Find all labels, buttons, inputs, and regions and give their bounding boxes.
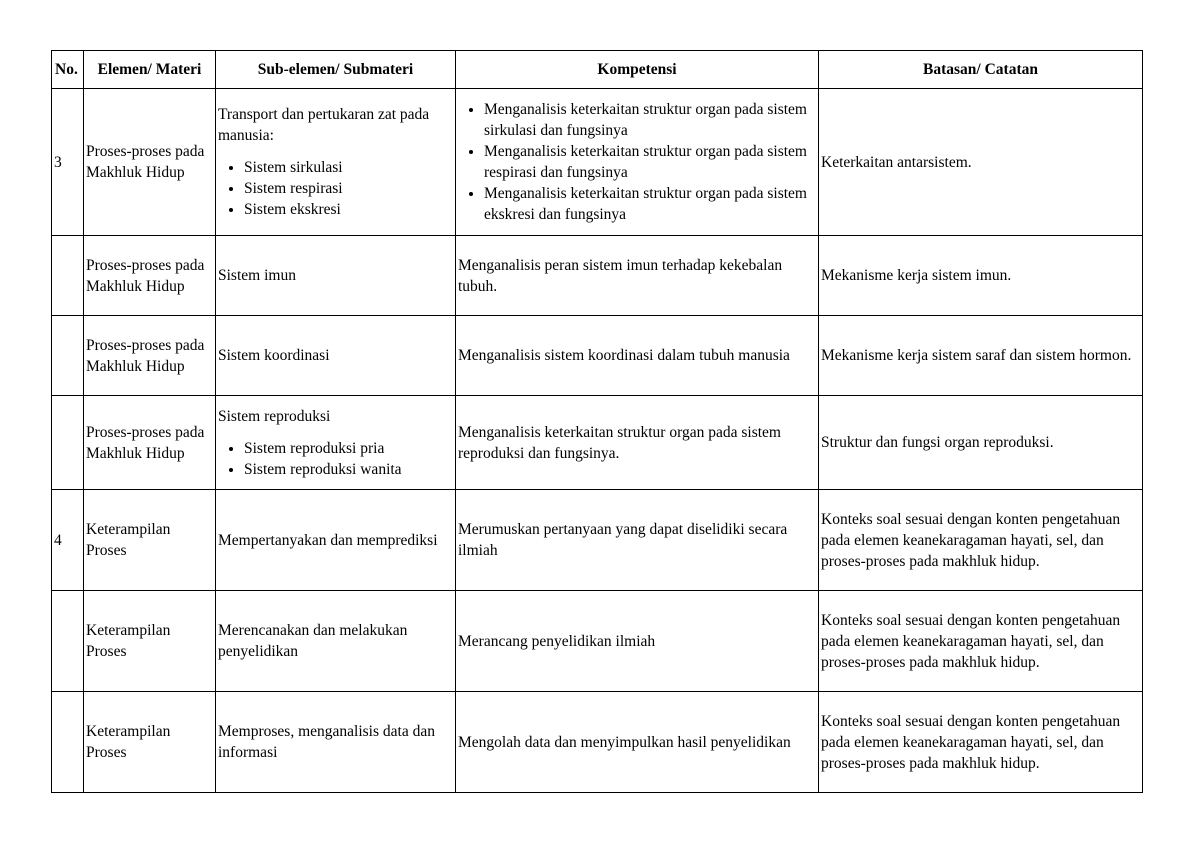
header-elemen: Elemen/ Materi — [84, 51, 216, 89]
batasan-cell: Konteks soal sesuai dengan konten pengetahuan pada elemen keanekaragaman hayati, sel, dan proses-proses pada makhluk hidup. — [819, 490, 1143, 591]
header-batasan: Batasan/ Catatan — [819, 51, 1143, 89]
sub-elemen-intro: Sistem reproduksi — [218, 407, 331, 425]
elemen-cell: Proses-proses pada Makhluk Hidup — [84, 316, 216, 396]
elemen-cell: Proses-proses pada Makhluk Hidup — [84, 236, 216, 316]
sub-elemen-list — [218, 157, 453, 220]
sub-elemen-cell: Memproses, menganalisis data dan informasi — [216, 692, 456, 793]
list-item: • Menganalisis keterkaitan struktur organ pada sistem sirkulasi dan fungsinya — [484, 99, 816, 141]
sub-elemen-cell: Merencanakan dan melakukan penyelidikan — [216, 591, 456, 692]
row-number — [52, 396, 84, 490]
kompetensi-cell: Menganalisis sistem koordinasi dalam tubuh manusia — [456, 316, 819, 396]
table-row — [52, 89, 1143, 236]
sub-elemen-cell: Sistem koordinasi — [216, 316, 456, 396]
sub-elemen-intro: Transport dan pertukaran zat pada manusia: — [218, 106, 430, 144]
table-row — [52, 236, 1143, 316]
sub-elemen-list — [218, 438, 453, 480]
sub-elemen-cell: Sistem imun — [216, 236, 456, 316]
header-row — [52, 51, 1143, 89]
sub-elemen-cell — [216, 89, 456, 236]
header-kompetensi: Kompetensi — [456, 51, 819, 89]
batasan-cell: Konteks soal sesuai dengan konten pengetahuan pada elemen keanekaragaman hayati, sel, dan proses-proses pada makhluk hidup. — [819, 591, 1143, 692]
kompetensi-cell: Mengolah data dan menyimpulkan hasil penyelidikan — [456, 692, 819, 793]
elemen-cell: Proses-proses pada Makhluk Hidup — [84, 396, 216, 490]
batasan-cell: Konteks soal sesuai dengan konten pengetahuan pada elemen keanekaragaman hayati, sel, dan proses-proses pada makhluk hidup. — [819, 692, 1143, 793]
elemen-cell: Keterampilan Proses — [84, 591, 216, 692]
elemen-cell: Keterampilan Proses — [84, 490, 216, 591]
list-item: • Sistem reproduksi pria — [244, 438, 453, 459]
list-item: • Sistem respirasi — [244, 178, 453, 199]
kompetensi-cell: Menganalisis peran sistem imun terhadap kekebalan tubuh. — [456, 236, 819, 316]
list-item: • Sistem ekskresi — [244, 199, 453, 220]
row-number — [52, 236, 84, 316]
batasan-cell: Struktur dan fungsi organ reproduksi. — [819, 396, 1143, 490]
table-row — [52, 490, 1143, 591]
batasan-cell: Mekanisme kerja sistem saraf dan sistem hormon. — [819, 316, 1143, 396]
header-sub-elemen: Sub-elemen/ Submateri — [216, 51, 456, 89]
list-item: • Menganalisis keterkaitan struktur organ pada sistem respirasi dan fungsinya — [484, 141, 816, 183]
list-item: • Sistem sirkulasi — [244, 157, 453, 178]
kompetensi-cell: Merancang penyelidikan ilmiah — [456, 591, 819, 692]
kompetensi-list — [458, 99, 816, 225]
list-item: • Menganalisis keterkaitan struktur organ pada sistem ekskresi dan fungsinya — [484, 183, 816, 225]
table-row — [52, 316, 1143, 396]
sub-elemen-cell — [216, 396, 456, 490]
batasan-cell: Mekanisme kerja sistem imun. — [819, 236, 1143, 316]
kompetensi-cell: Merumuskan pertanyaan yang dapat diselidiki secara ilmiah — [456, 490, 819, 591]
sub-elemen-cell: Mempertanyakan dan memprediksi — [216, 490, 456, 591]
batasan-cell: Keterkaitan antarsistem. — [819, 89, 1143, 236]
kompetensi-cell — [456, 89, 819, 236]
row-number: 3 — [52, 89, 84, 236]
row-number — [52, 591, 84, 692]
elemen-cell: Keterampilan Proses — [84, 692, 216, 793]
competency-table — [51, 50, 1143, 793]
kompetensi-cell: Menganalisis keterkaitan struktur organ pada sistem reproduksi dan fungsinya. — [456, 396, 819, 490]
row-number: 4 — [52, 490, 84, 591]
list-item: • Sistem reproduksi wanita — [244, 459, 453, 480]
table-row — [52, 591, 1143, 692]
table-row — [52, 396, 1143, 490]
row-number — [52, 692, 84, 793]
table-row — [52, 692, 1143, 793]
header-no: No. — [52, 51, 84, 89]
elemen-cell: Proses-proses pada Makhluk Hidup — [84, 89, 216, 236]
row-number — [52, 316, 84, 396]
